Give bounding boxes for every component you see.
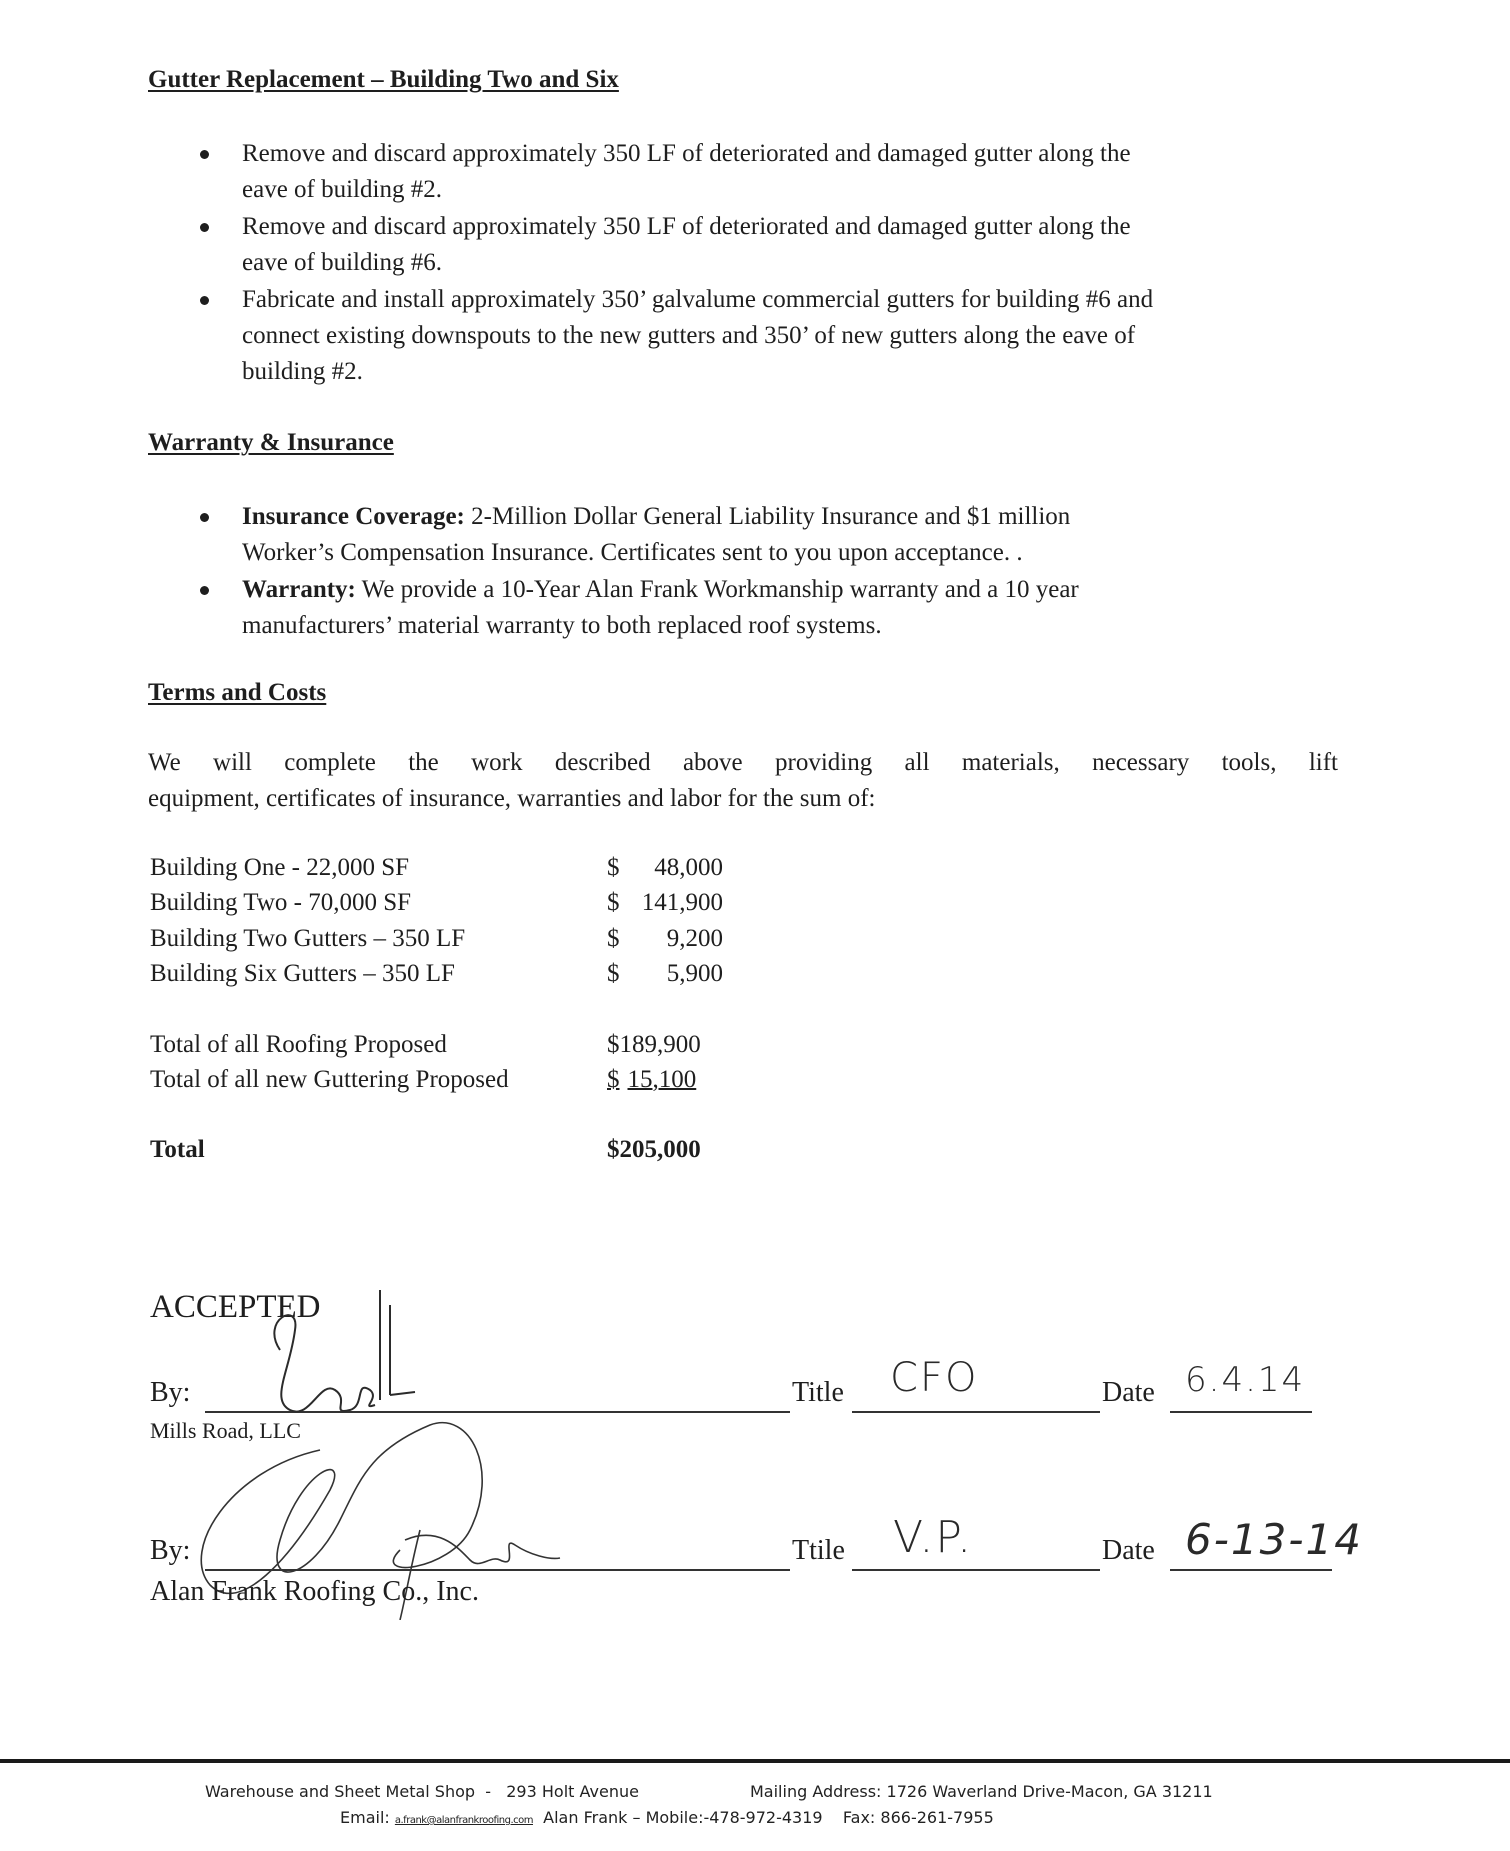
amount-value: 141,900 <box>641 889 723 916</box>
list-item-text: connect existing downspouts to the new gutters and 350’ of new gutters along the eave of <box>242 322 1136 349</box>
cost-amount <box>607 958 723 990</box>
section-heading-terms: Terms and Costs <box>148 679 327 706</box>
list-item-label: Warranty: <box>242 576 356 603</box>
footer-divider <box>0 1759 1510 1763</box>
currency-symbol: $ <box>607 854 620 881</box>
total-amount <box>607 1134 723 1166</box>
title-value: CFO <box>890 1355 979 1401</box>
list-item-text: 2-Million Dollar General Liability Insurance and $1 million <box>464 503 1071 530</box>
amount-value: 15,100 <box>627 1066 697 1093</box>
cost-label: Building Two - 70,000 SF <box>150 889 412 916</box>
cost-label: Total of all Roofing Proposed <box>150 1031 447 1058</box>
by-label: By: <box>150 1535 191 1566</box>
signature-mark-client <box>240 1280 440 1430</box>
section-heading-warranty: Warranty & Insurance <box>148 429 394 456</box>
cost-label: Total of all new Guttering Proposed <box>150 1066 509 1093</box>
date-label: Date <box>1102 1377 1155 1408</box>
list-item-text: Fabricate and install approximately 350’ galvalume commercial gutters for building #6 and <box>242 286 1154 313</box>
date-value: 6-13-14 <box>1185 1515 1363 1564</box>
footer-address-left: Warehouse and Sheet Metal Shop - 293 Holt Avenue <box>205 1782 639 1801</box>
section-heading-gutter: Gutter Replacement – Building Two and Six <box>148 66 619 93</box>
cost-amount <box>607 852 723 884</box>
date-label: Date <box>1102 1535 1155 1566</box>
amount-value: 205,000 <box>619 1136 701 1163</box>
list-item <box>148 209 1348 281</box>
by-label: By: <box>150 1377 191 1408</box>
date-value: 6.4.14 <box>1185 1360 1306 1400</box>
email-link[interactable]: a.frank@alanfrankroofing.com <box>394 1815 533 1826</box>
cost-label: Building Two Gutters – 350 LF <box>150 925 466 952</box>
company-name: Alan Frank Roofing Co., Inc. <box>150 1576 479 1607</box>
gutter-bullet-list <box>148 136 1348 391</box>
amount-value: 5,900 <box>666 960 723 987</box>
date-line <box>1170 1569 1332 1571</box>
cost-amount <box>607 923 723 955</box>
terms-intro-line: equipment, certificates of insurance, warranties and labor for the sum of: <box>148 785 876 812</box>
bullet-icon <box>200 296 209 305</box>
list-item <box>148 136 1348 208</box>
terms-intro <box>148 745 1338 817</box>
footer-phone-fax: Alan Frank – Mobile:-478-972-4319 Fax: 866-261-7955 <box>532 1808 994 1827</box>
cost-amount <box>607 887 723 919</box>
list-item-text: We provide a 10-Year Alan Frank Workmanship warranty and a 10 year <box>355 576 1079 603</box>
title-line <box>852 1569 1100 1571</box>
currency-symbol: $ <box>607 1066 620 1093</box>
currency-symbol: $ <box>607 889 620 916</box>
cost-amount <box>607 1064 723 1096</box>
amount-value: 48,000 <box>654 854 723 881</box>
title-value: V.P. <box>893 1512 974 1563</box>
bullet-icon <box>200 586 209 595</box>
list-item <box>148 499 1348 571</box>
date-line <box>1170 1411 1312 1413</box>
company-name: Mills Road, LLC <box>150 1418 301 1443</box>
terms-intro-line: We will complete the work described above providing all materials, necessary tools, lift <box>148 749 1338 776</box>
cost-label: Building Six Gutters – 350 LF <box>150 960 455 987</box>
currency-symbol: $ <box>607 1136 620 1163</box>
cost-amount <box>607 1029 723 1061</box>
list-item-text: Remove and discard approximately 350 LF of deteriorated and damaged gutter along the <box>242 213 1131 240</box>
currency-symbol: $ <box>607 1031 620 1058</box>
accepted-heading: ACCEPTED <box>150 1289 321 1325</box>
currency-symbol: $ <box>607 960 620 987</box>
list-item-text: building #2. <box>242 358 363 385</box>
list-item-text: manufacturers’ material warranty to both replaced roof systems. <box>242 612 882 639</box>
list-item-text: Worker’s Compensation Insurance. Certificates sent to you upon acceptance. . <box>242 539 1023 566</box>
bullet-icon <box>200 150 209 159</box>
list-item <box>148 572 1348 644</box>
amount-value: 189,900 <box>619 1031 701 1058</box>
list-item-text: eave of building #2. <box>242 176 442 203</box>
amount-value: 9,200 <box>666 925 723 952</box>
warranty-bullet-list <box>148 499 1348 645</box>
bullet-icon <box>200 223 209 232</box>
currency-symbol: $ <box>607 925 620 952</box>
list-item-label: Insurance Coverage: <box>242 503 465 530</box>
footer-address-right: Mailing Address: 1726 Waverland Drive-Macon, GA 31211 <box>750 1782 1213 1801</box>
list-item-text: eave of building #6. <box>242 249 442 276</box>
footer-contact <box>340 1808 994 1827</box>
cost-label: Building One - 22,000 SF <box>150 854 410 881</box>
list-item <box>148 282 1348 390</box>
title-label: Ttile <box>792 1535 845 1566</box>
title-line <box>852 1411 1100 1413</box>
bullet-icon <box>200 513 209 522</box>
list-item-text: Remove and discard approximately 350 LF of deteriorated and damaged gutter along the <box>242 140 1131 167</box>
email-label: Email: <box>340 1808 395 1827</box>
total-label: Total <box>150 1136 205 1163</box>
title-label: Title <box>792 1377 844 1408</box>
